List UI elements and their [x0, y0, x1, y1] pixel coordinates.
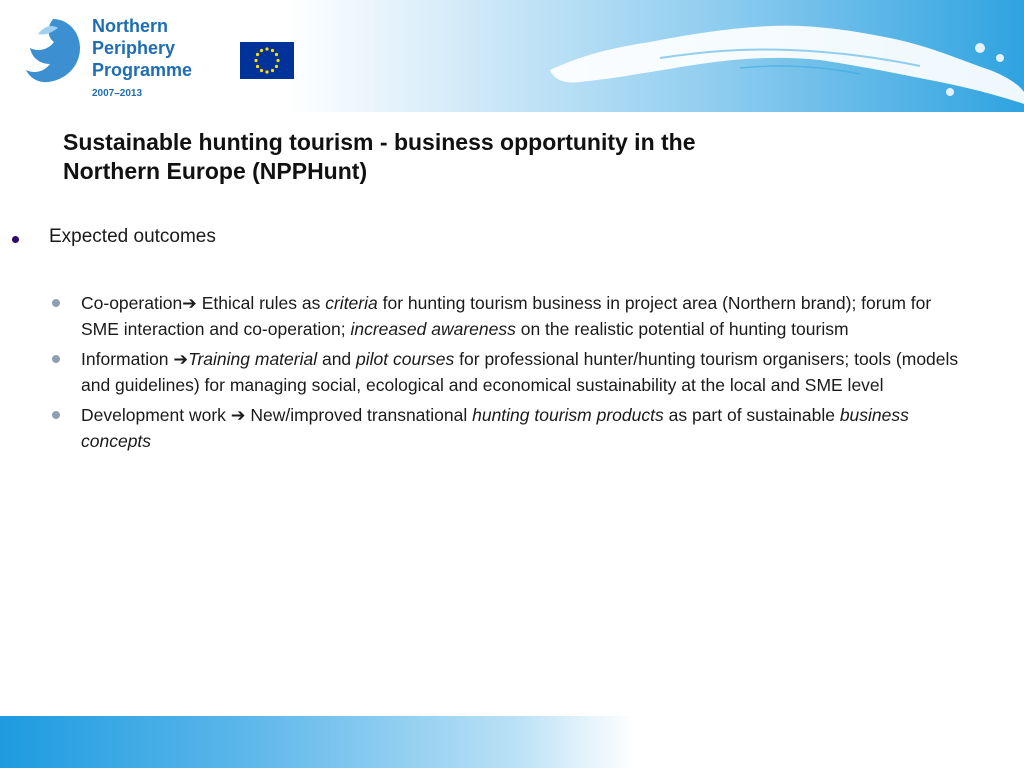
heading-expected-outcomes: Expected outcomes: [49, 226, 216, 247]
footer-band: [0, 716, 1024, 768]
bullet-dot-icon: [12, 236, 19, 243]
bullet-dot-icon: [52, 355, 60, 363]
arrow-right-icon: ➔: [230, 405, 246, 425]
list-item-development: Development work ➔ New/improved transnational hunting tourism products as part of sustainable business concepts: [0, 402, 966, 454]
logo-text-northern: Northern: [92, 16, 168, 36]
logo-text-periphery: Periphery: [92, 38, 176, 58]
outcomes-list: [0, 290, 1000, 458]
bird-logo-icon: [18, 14, 88, 89]
logo-text-programme: Programme: [92, 60, 193, 80]
npp-logo: [14, 10, 214, 105]
arrow-right-icon: ➔: [182, 293, 197, 313]
list-item-information: Information ➔Training material and pilot courses for professional hunter/hunting tourism organisers; tools (models and guidelines) for managing social, ecological and economical sustainability at the local and SME level: [0, 346, 966, 398]
arrow-right-icon: ➔: [173, 349, 189, 369]
logo-years: 2007–2013: [92, 88, 143, 99]
slide-title: [63, 128, 823, 186]
list-item-cooperation: Co-operation➔ Ethical rules as criteria for hunting tourism business in project area (Northern brand); forum for SME interaction and co-operation; increased awareness on the realistic potential of hunting tourism: [0, 290, 966, 342]
title-line-1: Sustainable hunting tourism - business opportunity in the: [63, 129, 696, 155]
title-line-2: Northern Europe (NPPHunt): [63, 158, 368, 184]
bullet-dot-icon: [52, 299, 60, 307]
eu-flag-icon: [240, 42, 294, 79]
bullet-dot-icon: [52, 411, 60, 419]
northern-region-map-graphic: [540, 8, 1024, 104]
